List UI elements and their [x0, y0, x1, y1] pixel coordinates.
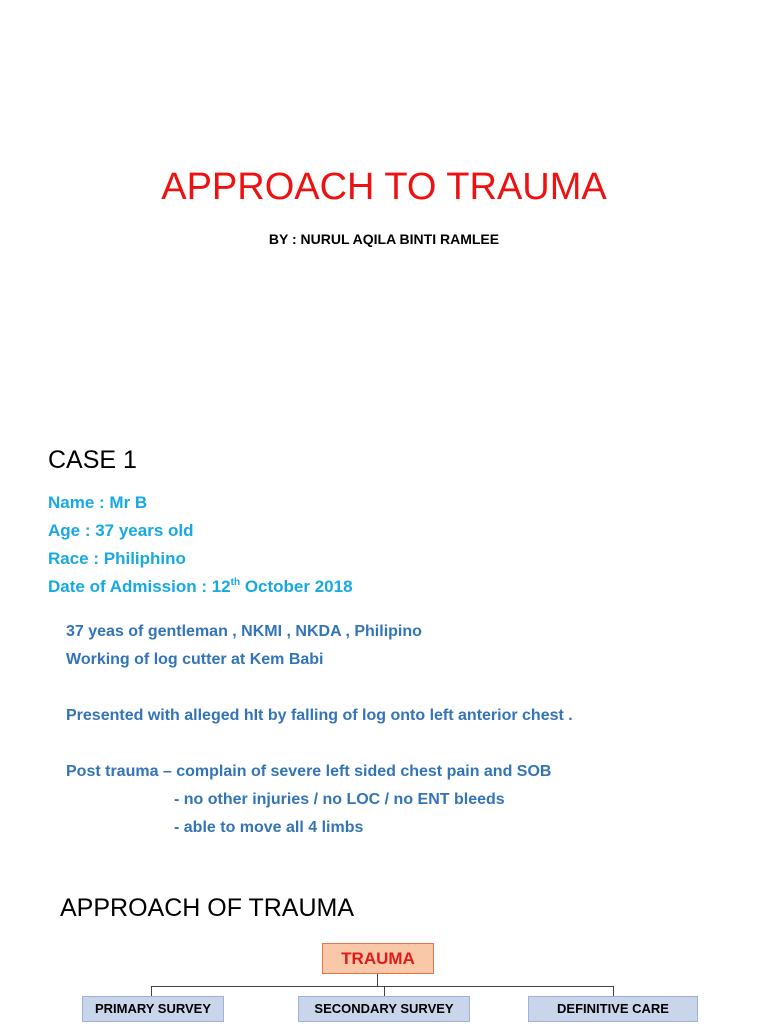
history-line: - no other injuries / no LOC / no ENT bleeds	[174, 791, 505, 808]
approach-heading: APPROACH OF TRAUMA	[60, 894, 355, 922]
patient-age: Age : 37 years old	[48, 521, 194, 540]
history-line: - able to move all 4 limbs	[174, 819, 364, 836]
case-heading: CASE 1	[48, 446, 137, 474]
admission-date-ordinal: th	[230, 577, 241, 588]
spacer	[66, 674, 573, 702]
history-line: Presented with alleged hIt by falling of log onto left anterior chest .	[66, 707, 573, 724]
history-line: Post trauma – complain of severe left sided chest pain and SOB	[66, 763, 552, 780]
connector-vertical-left	[151, 986, 152, 996]
connector-horizontal	[151, 986, 614, 987]
presentation-title: APPROACH TO TRAUMA	[161, 166, 607, 208]
secondary-survey-box: SECONDARY SURVEY	[298, 996, 470, 1022]
primary-survey-box: PRIMARY SURVEY	[82, 996, 224, 1022]
author-byline: BY : NURUL AQILA BINTI RAMLEE	[268, 231, 500, 247]
patient-info	[48, 489, 353, 601]
spacer	[66, 730, 573, 758]
history-line: 37 yeas of gentleman , NKMI , NKDA , Philipino	[66, 623, 422, 640]
admission-date-suffix: October 2018	[240, 577, 353, 596]
patient-name: Name : Mr B	[48, 493, 148, 512]
admission-date	[48, 573, 353, 601]
trauma-root-box: TRAUMA	[322, 943, 434, 974]
history-line: Working of log cutter at Kem Babi	[66, 651, 324, 668]
connector-vertical-middle	[384, 986, 385, 996]
admission-date-prefix: Date of Admission : 12	[48, 577, 231, 596]
patient-race: Race : Philiphino	[48, 549, 186, 568]
case-history	[66, 618, 573, 842]
connector-vertical-right	[613, 986, 614, 996]
definitive-care-box: DEFINITIVE CARE	[528, 996, 698, 1022]
